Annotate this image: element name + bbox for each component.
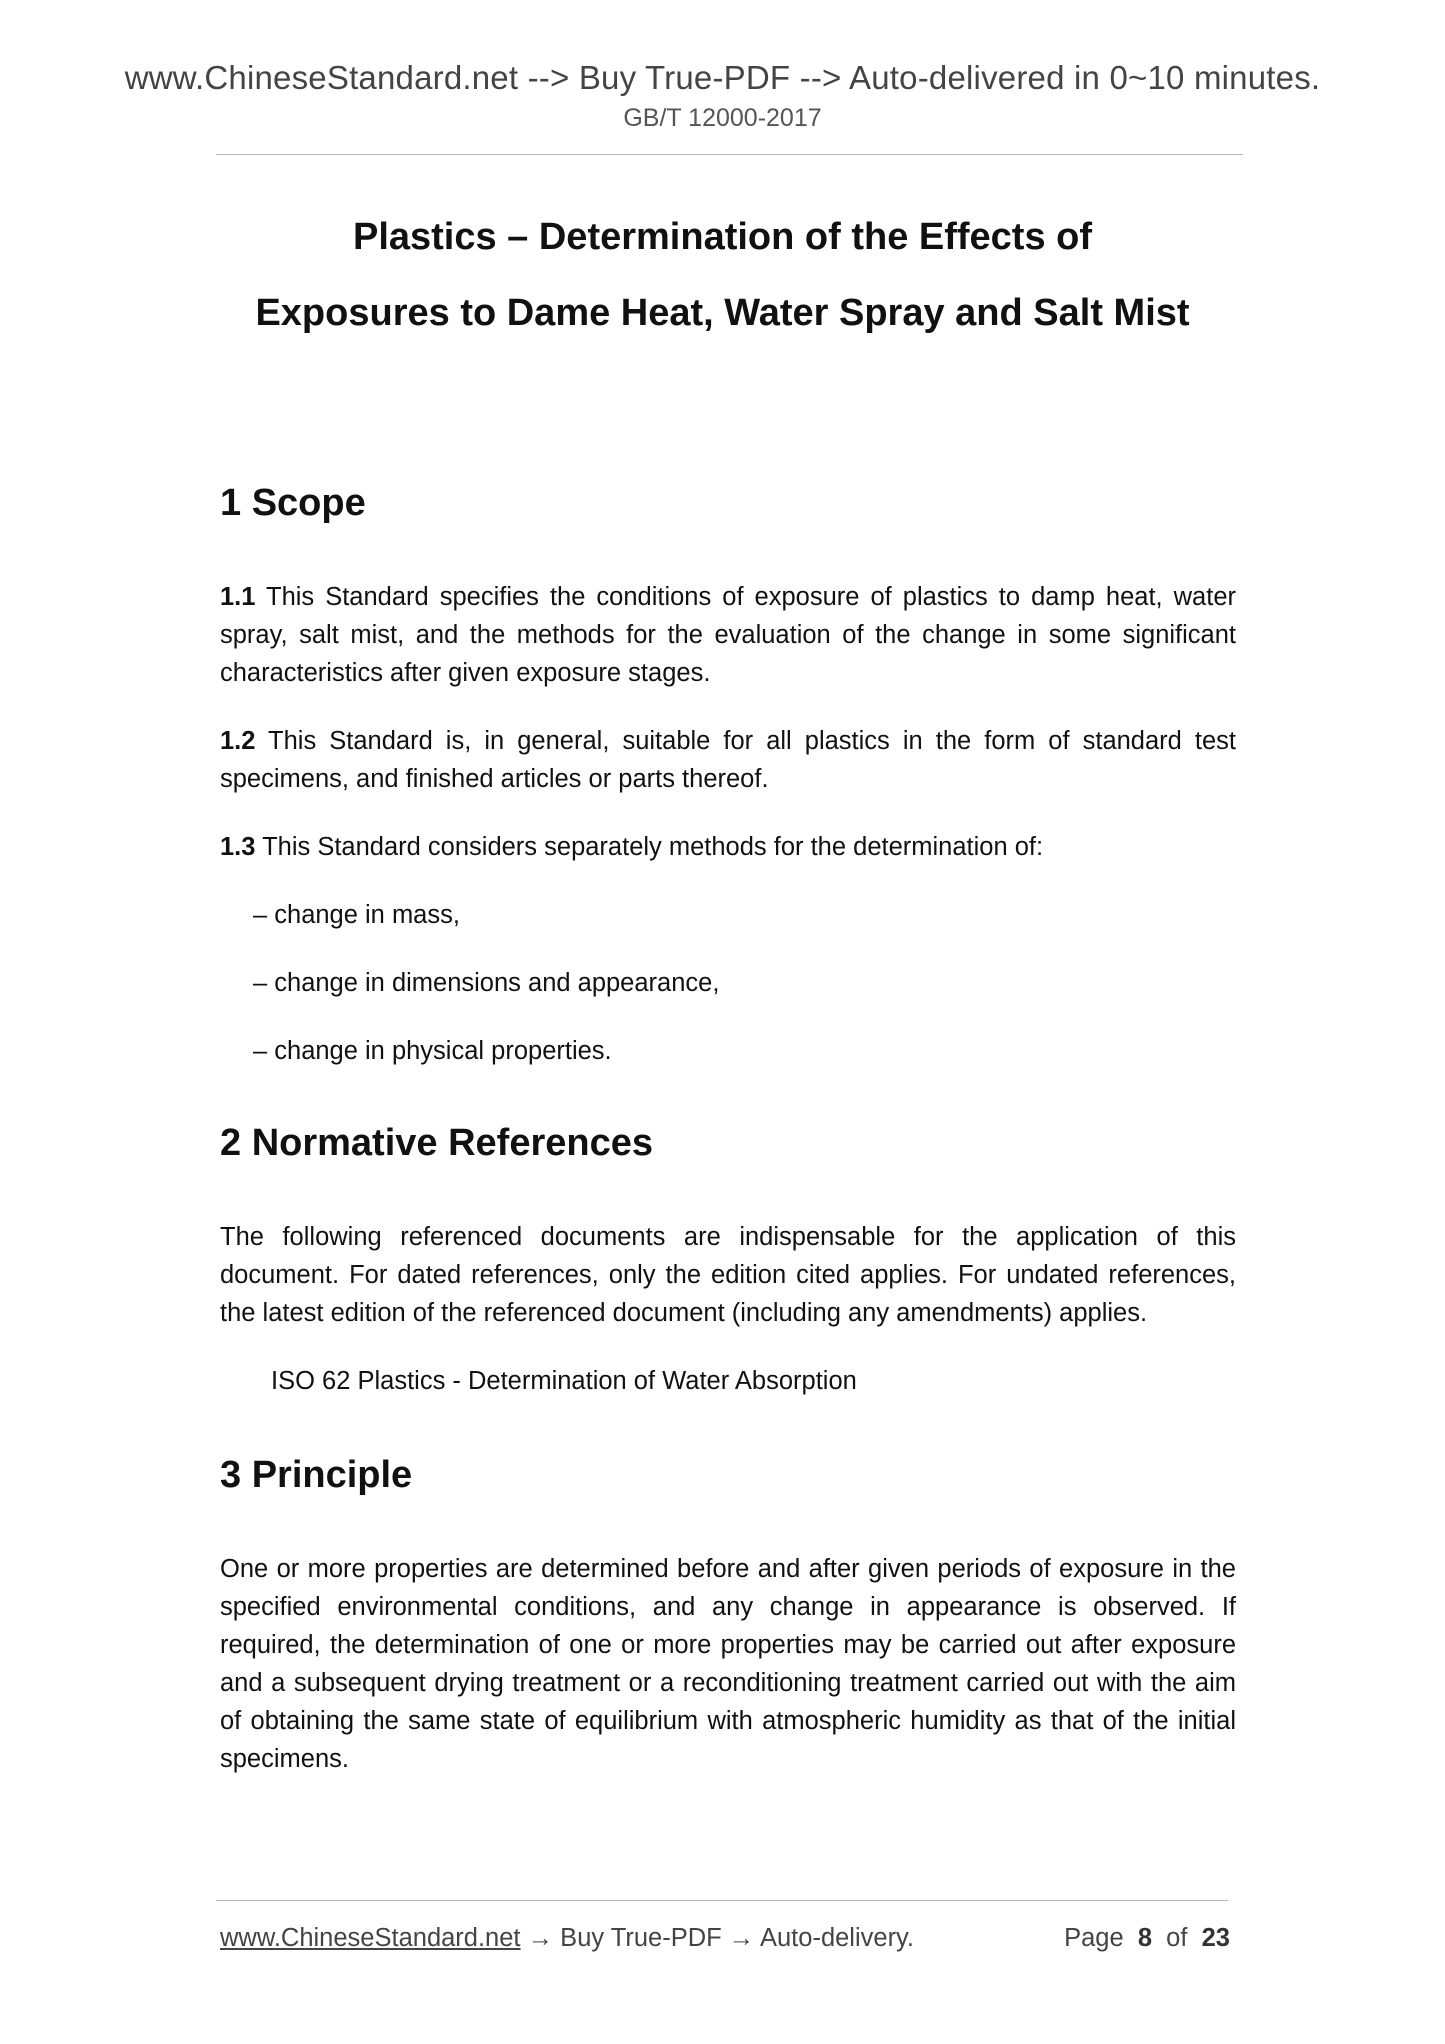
page-label: Page: [1064, 1924, 1124, 1952]
total-pages: 23: [1201, 1924, 1230, 1952]
section-heading-scope: 1 Scope: [220, 482, 366, 524]
header-banner: www.ChineseStandard.net --> Buy True-PDF --> Auto-delivered in 0~10 minutes.: [124, 59, 1321, 96]
clause-number: 1.3: [220, 833, 256, 861]
page-header: [0, 58, 1445, 136]
section-heading-references: 2 Normative References: [220, 1122, 653, 1164]
footer-promo-text: → Buy True-PDF → Auto-delivery.: [520, 1924, 914, 1952]
list-item: – change in dimensions and appearance,: [253, 969, 720, 997]
current-page: 8: [1137, 1924, 1152, 1952]
standard-number: GB/T 12000-2017: [623, 104, 822, 132]
list-item: – change in mass,: [253, 901, 460, 929]
section-heading-principle: 3 Principle: [220, 1454, 413, 1496]
footer-promo: [220, 1920, 914, 1956]
reference-item: ISO 62 Plastics - Determination of Water Absorption: [271, 1367, 857, 1395]
paragraph-1-1: [220, 578, 1236, 692]
footer-divider: [216, 1900, 1228, 1901]
page-of-label: of: [1166, 1924, 1188, 1952]
title-line-1: Plastics – Determination of the Effects of: [352, 216, 1093, 258]
clause-text: This Standard specifies the conditions of exposure of plastics to damp heat, water spray, salt mist, and the methods for the evaluation of the change in some significant characteristics after given exposure stages.: [220, 583, 1236, 687]
paragraph-principle: One or more properties are determined before and after given periods of exposure in the specified environmental conditions, and any change in appearance is observed. If required, the determination of one or more properties may be carried out after exposure and a subsequent drying treatment or a reconditioning treatment carried out with the aim of obtaining the same state of equilibrium with atmospheric humidity as that of the initial specimens.: [220, 1555, 1236, 1773]
clause-text: This Standard considers separately methods for the determination of:: [255, 833, 1044, 861]
page-number: [1064, 1920, 1230, 1956]
paragraph-1-2: [220, 722, 1236, 798]
clause-number: 1.1: [220, 583, 256, 611]
title-line-2: Exposures to Dame Heat, Water Spray and Salt Mist: [255, 292, 1190, 334]
header-divider: [216, 154, 1243, 155]
clause-number: 1.2: [220, 727, 256, 755]
paragraph-references: The following referenced documents are indispensable for the application of this document. For dated references, only the edition cited applies. For undated references, the latest edition of the referenced document (including any amendments) applies.: [220, 1223, 1236, 1327]
list-item: – change in physical properties.: [253, 1037, 612, 1065]
clause-text: This Standard is, in general, suitable for all plastics in the form of standard test specimens, and finished articles or parts thereof.: [220, 727, 1236, 793]
document-title: [0, 199, 1445, 351]
paragraph-1-3: [220, 828, 1236, 866]
footer-website-link[interactable]: www.ChineseStandard.net: [220, 1924, 521, 1952]
